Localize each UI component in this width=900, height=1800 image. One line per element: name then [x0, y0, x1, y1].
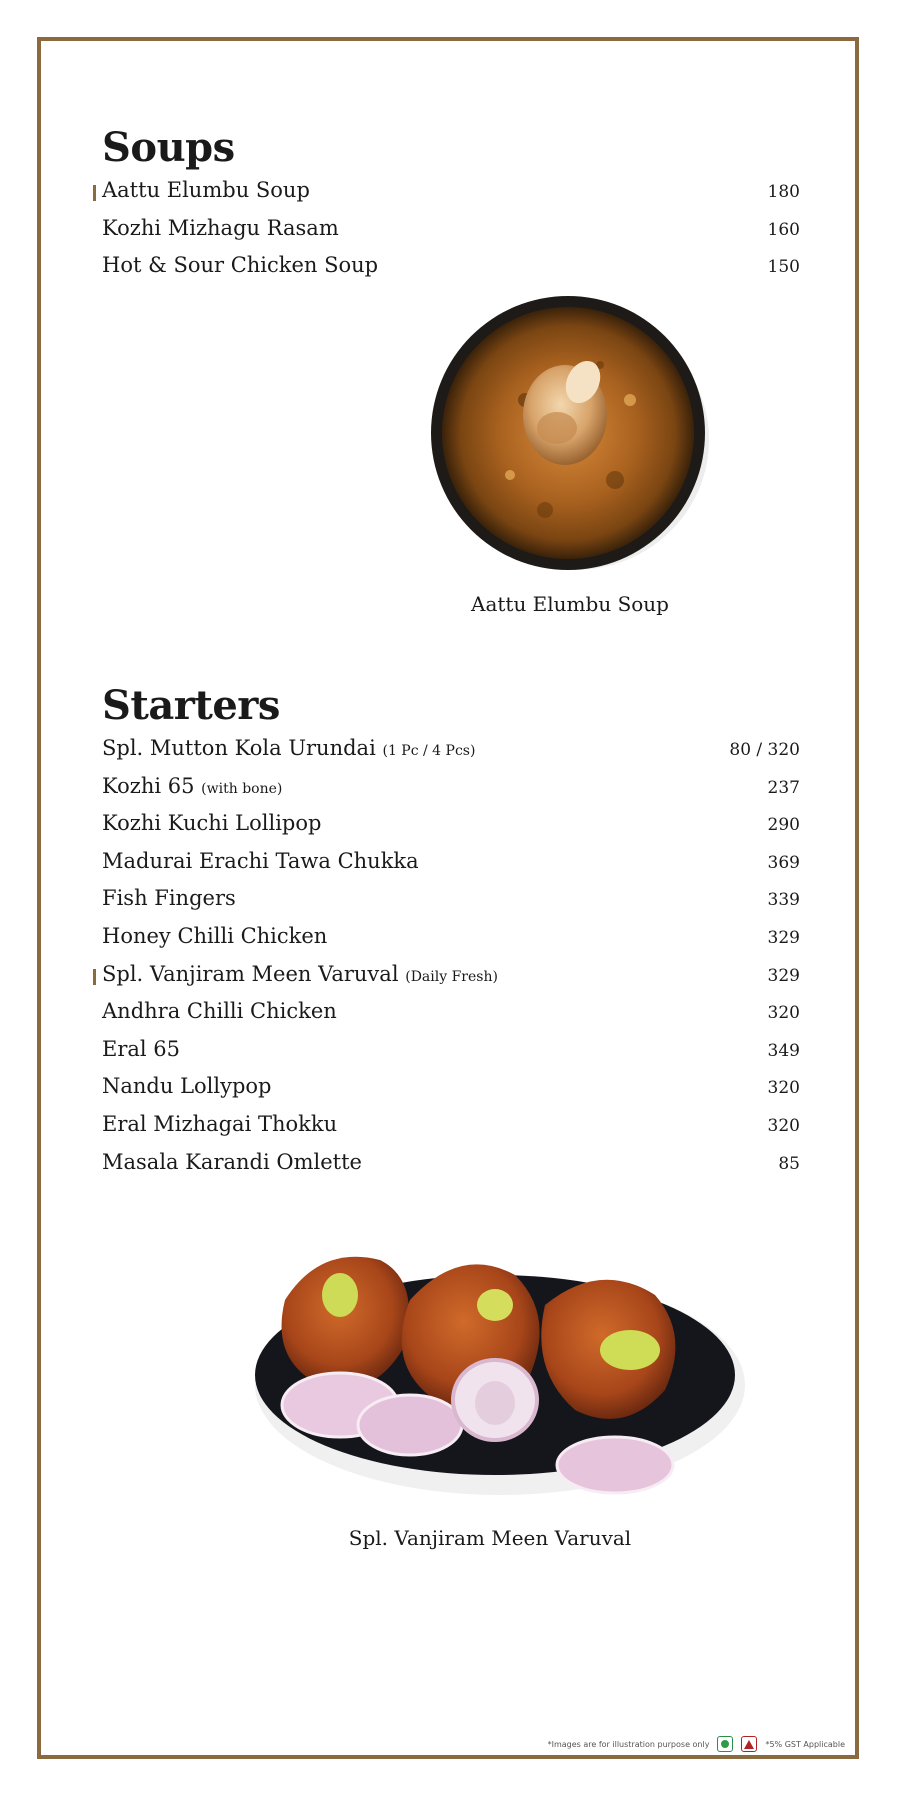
- menu-item: [102, 1150, 800, 1188]
- highlight-marker: [93, 185, 96, 201]
- menu-item-label: [102, 1150, 362, 1174]
- menu-item-label: [102, 736, 475, 760]
- menu-item-note: (Daily Fresh): [405, 968, 498, 985]
- menu-item-name: Andhra Chilli Chicken: [102, 999, 337, 1024]
- menu-item-label: [102, 178, 310, 202]
- veg-icon: [717, 1736, 733, 1752]
- gst-note: *5% GST Applicable: [765, 1739, 845, 1749]
- menu-item-label: [102, 216, 339, 240]
- menu-item-price: 329: [767, 927, 800, 948]
- menu-item-label: [102, 849, 419, 873]
- menu-item-name: Kozhi 65: [102, 773, 195, 798]
- soups-section: [102, 124, 800, 291]
- menu-item: [102, 253, 800, 291]
- menu-item: [102, 999, 800, 1037]
- menu-item-price: 369: [767, 852, 800, 873]
- starters-section: [102, 682, 800, 1187]
- menu-item-price: 150: [767, 257, 800, 278]
- menu-item-price: 180: [767, 182, 800, 202]
- menu-item-name: Eral Mizhagai Thokku: [102, 1111, 338, 1136]
- menu-item-name: Fish Fingers: [102, 886, 236, 911]
- menu-item-name: Spl. Vanjiram Meen Varuval: [102, 961, 399, 986]
- menu-item-label: [102, 886, 236, 910]
- menu-item-label: [102, 924, 327, 948]
- non-veg-icon: [741, 1736, 757, 1752]
- menu-item: [102, 962, 800, 1000]
- menu-item: [102, 1037, 800, 1075]
- soup-bowl-image: [425, 290, 715, 575]
- menu-item-price: 85: [778, 1153, 800, 1174]
- menu-item-name: Kozhi Kuchi Lollipop: [102, 811, 322, 836]
- menu-item-price: 160: [767, 219, 800, 240]
- menu-item: [102, 849, 800, 887]
- menu-item: [102, 1074, 800, 1112]
- menu-item-price: 80 / 320: [729, 740, 800, 760]
- menu-item: [102, 178, 800, 216]
- menu-item-price: 320: [767, 1003, 800, 1024]
- menu-item-price: 339: [767, 890, 800, 911]
- menu-item-note: (with bone): [201, 780, 283, 797]
- menu-item: [102, 216, 800, 254]
- soup-photo-caption: Aattu Elumbu Soup: [471, 592, 669, 616]
- menu-item: [102, 886, 800, 924]
- menu-item-label: [102, 253, 378, 277]
- menu-item: [102, 924, 800, 962]
- menu-item: [102, 736, 800, 774]
- menu-item-name: Spl. Mutton Kola Urundai: [102, 736, 376, 760]
- highlight-marker: [93, 969, 96, 985]
- menu-item-name: Madurai Erachi Tawa Chukka: [102, 848, 419, 873]
- section-title-soups: Soups: [102, 124, 235, 171]
- menu-item-label: [102, 1037, 180, 1061]
- menu-item-price: 329: [767, 965, 800, 986]
- section-title-starters: Starters: [102, 682, 280, 729]
- menu-item-price: 237: [767, 777, 800, 798]
- menu-item-name: Aattu Elumbu Soup: [102, 178, 310, 202]
- menu-item-price: 349: [767, 1040, 800, 1061]
- menu-item: [102, 1112, 800, 1150]
- fish-photo-caption: Spl. Vanjiram Meen Varuval: [348, 1526, 632, 1550]
- menu-item-name: Nandu Lollypop: [102, 1074, 272, 1099]
- fish-fry-plate-image: [245, 1225, 745, 1520]
- menu-item-label: [102, 774, 282, 798]
- menu-item: [102, 774, 800, 812]
- menu-item-label: [102, 1112, 337, 1136]
- menu-item-label: [102, 962, 498, 986]
- soups-list: [102, 178, 800, 291]
- starters-list: [102, 736, 800, 1187]
- image-disclaimer: *Images are for illustration purpose only: [547, 1739, 710, 1749]
- menu-item: [102, 811, 800, 849]
- menu-item-price: 290: [767, 815, 800, 836]
- menu-item-label: [102, 811, 321, 835]
- menu-item-label: [102, 1074, 271, 1098]
- menu-item-name: Eral 65: [102, 1036, 181, 1061]
- footer: [548, 1736, 845, 1752]
- menu-item-price: 320: [767, 1115, 800, 1136]
- menu-item-name: Masala Karandi Omlette: [102, 1149, 362, 1174]
- menu-item-label: [102, 999, 337, 1023]
- menu-item-name: Honey Chilli Chicken: [102, 923, 328, 948]
- menu-item-name: Hot & Sour Chicken Soup: [102, 253, 379, 278]
- menu-item-note: (1 Pc / 4 Pcs): [382, 743, 476, 759]
- menu-item-name: Kozhi Mizhagu Rasam: [102, 215, 339, 240]
- menu-item-price: 320: [767, 1078, 800, 1099]
